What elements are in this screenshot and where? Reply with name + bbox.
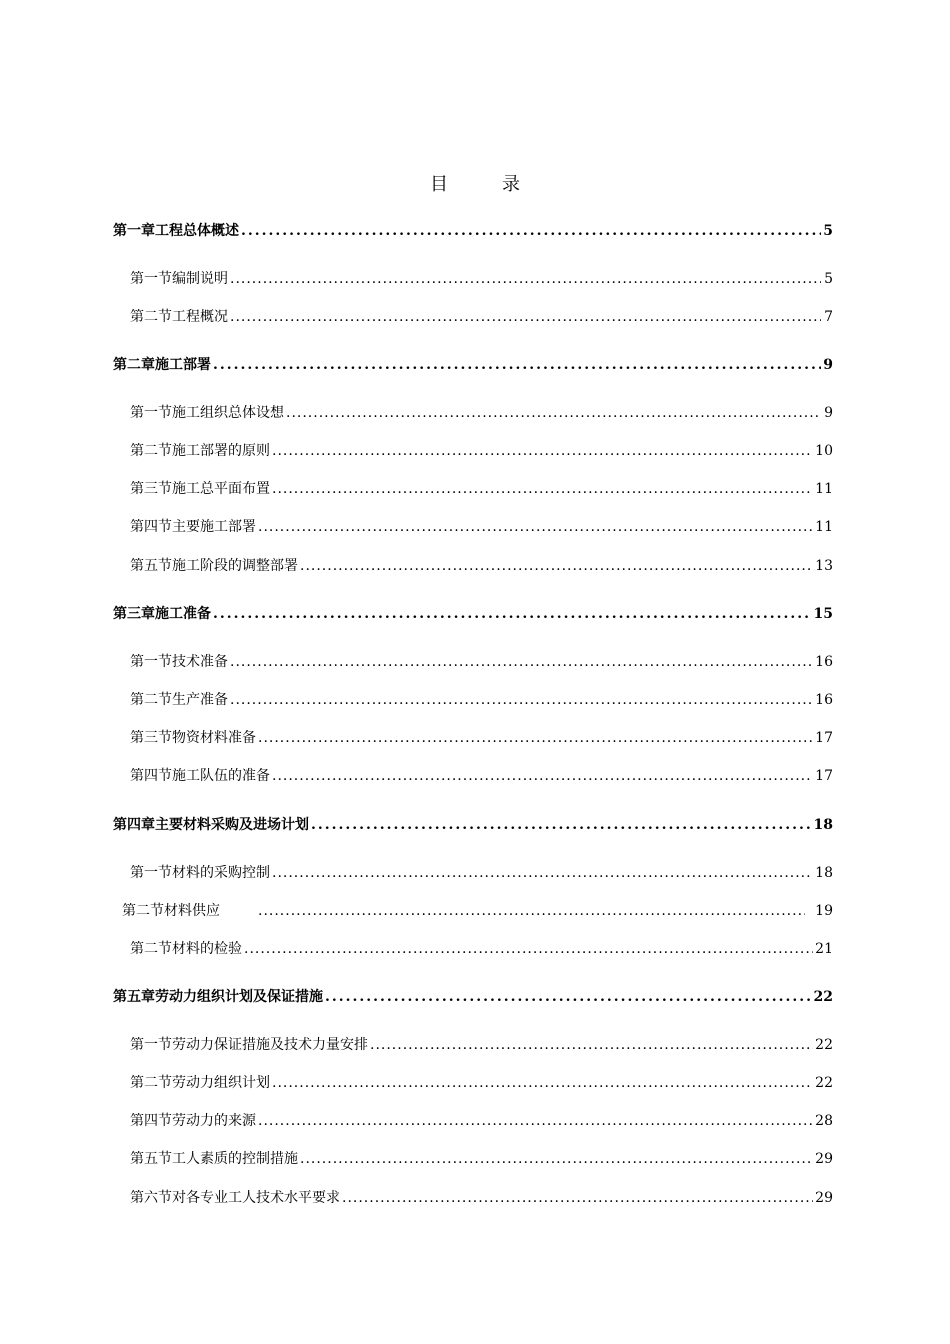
toc-section-entry[interactable] xyxy=(130,727,833,747)
toc-entry-page-number: 7 xyxy=(824,309,833,325)
toc-entry-title: 劳动力保证措施及技术力量安排 xyxy=(172,1037,368,1053)
toc-entry-number: 第一节 xyxy=(130,1037,172,1053)
toc-entry-page-number: 22 xyxy=(813,989,833,1005)
toc-dot-leader xyxy=(258,730,813,746)
toc-entry-number: 第四节 xyxy=(130,768,172,784)
toc-entry-number: 第三章 xyxy=(113,606,155,622)
toc-dot-leader xyxy=(272,481,813,497)
toc-entry-page-number: 22 xyxy=(815,1037,833,1053)
toc-entry-number: 第三节 xyxy=(130,730,172,746)
toc-dot-leader xyxy=(370,1037,813,1053)
toc-entry-number: 第一节 xyxy=(130,654,172,670)
toc-entry-page-number: 11 xyxy=(815,519,833,535)
toc-dot-leader xyxy=(213,357,821,373)
toc-entry-title: 施工总平面布置 xyxy=(172,481,270,497)
toc-entry-number: 第四节 xyxy=(130,1113,172,1129)
toc-dot-leader xyxy=(272,768,813,784)
toc-section-entry[interactable] xyxy=(122,900,833,920)
toc-dot-leader xyxy=(286,405,821,421)
toc-entry-page-number: 9 xyxy=(824,405,833,421)
toc-entry-page-number: 17 xyxy=(815,730,833,746)
toc-chapter-entry[interactable] xyxy=(113,814,833,834)
toc-dot-leader xyxy=(272,443,813,459)
toc-entry-title: 材料供应 xyxy=(164,903,220,919)
toc-entry-number: 第一节 xyxy=(130,271,172,287)
toc-entry-number: 第三节 xyxy=(130,481,172,497)
toc-entry-title: 劳动力的来源 xyxy=(172,1113,256,1129)
toc-entry-page-number: 16 xyxy=(815,692,833,708)
toc-dot-leader xyxy=(272,865,813,881)
toc-entry-title: 材料的采购控制 xyxy=(172,865,270,881)
toc-entry-page-number: 13 xyxy=(815,558,833,574)
toc-dot-leader xyxy=(258,1113,813,1129)
toc-entry-page-number: 28 xyxy=(815,1113,833,1129)
toc-entry-title: 劳动力组织计划及保证措施 xyxy=(155,989,323,1005)
toc-entry-number: 第二节 xyxy=(130,1075,172,1091)
toc-entry-page-number: 29 xyxy=(815,1151,833,1167)
toc-dot-leader xyxy=(272,1075,813,1091)
toc-section-entry[interactable] xyxy=(130,1148,833,1168)
toc-dot-leader xyxy=(230,692,813,708)
toc-entry-page-number: 5 xyxy=(823,223,833,239)
toc-chapter-entry[interactable] xyxy=(113,354,833,374)
toc-section-entry[interactable] xyxy=(130,1072,833,1092)
toc-entry-page-number: 10 xyxy=(815,443,833,459)
toc-entry-title: 施工部署的原则 xyxy=(172,443,270,459)
toc-entry-number: 第四节 xyxy=(130,519,172,535)
toc-entry-number: 第一节 xyxy=(130,865,172,881)
toc-entry-title: 技术准备 xyxy=(172,654,228,670)
toc-entry-number: 第二章 xyxy=(113,357,155,373)
toc-dot-leader xyxy=(213,606,812,622)
toc-entry-title: 对各专业工人技术水平要求 xyxy=(172,1190,340,1206)
toc-entry-number: 第一节 xyxy=(130,405,172,421)
toc-entry-title: 劳动力组织计划 xyxy=(172,1075,270,1091)
toc-dot-leader xyxy=(241,223,821,239)
toc-dot-leader xyxy=(230,654,813,670)
toc-entry-number: 第六节 xyxy=(130,1190,172,1206)
toc-entry-title: 施工准备 xyxy=(155,606,211,622)
toc-section-entry[interactable] xyxy=(130,555,833,575)
toc-section-entry[interactable] xyxy=(130,306,833,326)
toc-entry-number: 第五节 xyxy=(130,558,172,574)
toc-dot-leader xyxy=(230,309,821,325)
toc-dot-leader xyxy=(244,941,813,957)
toc-entry-page-number: 15 xyxy=(813,606,833,622)
toc-entry-number: 第二节 xyxy=(130,309,172,325)
toc-chapter-entry[interactable] xyxy=(113,220,833,240)
toc-entry-page-number: 29 xyxy=(815,1190,833,1206)
toc-entry-number: 第五章 xyxy=(113,989,155,1005)
toc-entry-title: 工人素质的控制措施 xyxy=(172,1151,298,1167)
toc-entry-page-number: 11 xyxy=(815,481,833,497)
toc-dot-leader xyxy=(230,271,821,287)
toc-dot-leader xyxy=(325,989,812,1005)
toc-entry-title: 编制说明 xyxy=(172,271,228,287)
toc-entry-page-number: 22 xyxy=(815,1075,833,1091)
toc-entry-page-number: 5 xyxy=(824,271,833,287)
toc-entry-title: 材料的检验 xyxy=(172,941,242,957)
toc-section-entry[interactable] xyxy=(130,862,833,882)
toc-section-entry[interactable] xyxy=(130,1187,833,1207)
toc-chapter-entry[interactable] xyxy=(113,603,833,623)
toc-section-entry[interactable] xyxy=(130,268,833,288)
toc-entry-number: 第二节 xyxy=(122,903,164,919)
toc-dot-leader xyxy=(311,817,812,833)
toc-entry-number: 第四章 xyxy=(113,817,155,833)
toc-entry-page-number: 9 xyxy=(823,357,833,373)
toc-entry-title: 物资材料准备 xyxy=(172,730,256,746)
toc-entry-title: 主要施工部署 xyxy=(172,519,256,535)
toc-entry-number: 第二节 xyxy=(130,692,172,708)
toc-section-entry[interactable] xyxy=(130,478,833,498)
toc-dot-leader xyxy=(300,558,813,574)
toc-entry-number: 第二节 xyxy=(130,941,172,957)
toc-entry-page-number: 19 xyxy=(815,903,833,919)
toc-dot-leader xyxy=(258,519,813,535)
toc-entry-number: 第五节 xyxy=(130,1151,172,1167)
toc-dot-leader xyxy=(300,1151,813,1167)
toc-entry-title: 施工组织总体设想 xyxy=(172,405,284,421)
toc-section-entry[interactable] xyxy=(130,402,833,422)
toc-section-entry[interactable] xyxy=(130,689,833,709)
toc-section-entry[interactable] xyxy=(130,765,833,785)
toc-chapter-entry[interactable] xyxy=(113,986,833,1006)
toc-entry-title: 生产准备 xyxy=(172,692,228,708)
toc-dot-leader xyxy=(342,1190,813,1206)
toc-entry-page-number: 16 xyxy=(815,654,833,670)
toc-section-entry[interactable] xyxy=(130,1110,833,1130)
toc-entry-number: 第二节 xyxy=(130,443,172,459)
toc-entry-title: 施工阶段的调整部署 xyxy=(172,558,298,574)
toc-entry-number: 第一章 xyxy=(113,223,155,239)
toc-entry-page-number: 21 xyxy=(815,941,833,957)
toc-entry-title: 工程概况 xyxy=(172,309,228,325)
toc-section-entry[interactable] xyxy=(130,938,833,958)
toc-entry-page-number: 17 xyxy=(815,768,833,784)
toc-section-entry[interactable] xyxy=(130,516,833,536)
toc-section-entry[interactable] xyxy=(130,440,833,460)
toc-entry-title: 工程总体概述 xyxy=(155,223,239,239)
page-title: 目 录 xyxy=(430,174,538,195)
toc-section-entry[interactable] xyxy=(130,1034,833,1054)
toc-dot-leader xyxy=(258,903,805,919)
toc-entry-title: 主要材料采购及进场计划 xyxy=(155,817,309,833)
toc-entry-title: 施工部署 xyxy=(155,357,211,373)
toc-entry-page-number: 18 xyxy=(813,817,833,833)
toc-entry-page-number: 18 xyxy=(815,865,833,881)
toc-entry-title: 施工队伍的准备 xyxy=(172,768,270,784)
toc-section-entry[interactable] xyxy=(130,651,833,671)
